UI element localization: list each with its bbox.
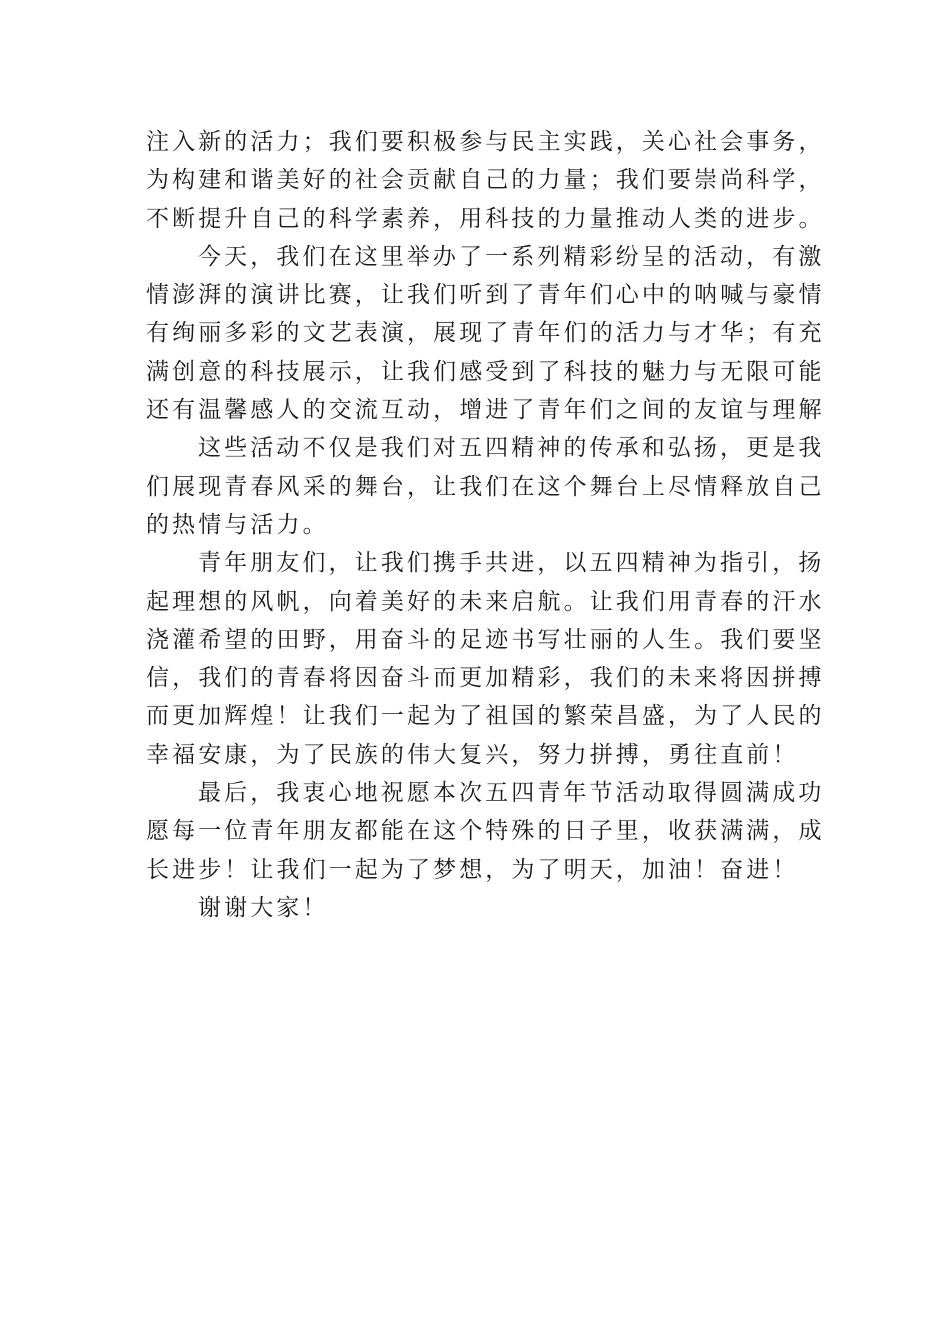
text-line: 注入新的活力；我们要积极参与民主实践，关心社会事务， <box>146 129 825 155</box>
text-line: 长进步！让我们一起为了梦想，为了明天，加油！奋进！ <box>146 856 799 883</box>
text-line: 起理想的风帆，向着美好的未来启航。让我们用青春的汗水 <box>146 588 825 615</box>
paragraph-first-line: 青年朋友们，让我们携手共进，以五四精神为指引，扬 <box>198 550 825 577</box>
closing-line: 谢谢大家！ <box>198 894 329 921</box>
text-line: 还有温馨感人的交流互动，增进了青年们之间的友谊与理解 <box>146 397 825 424</box>
text-line: 为构建和谐美好的社会贡献自己的力量；我们要崇尚科学， <box>146 167 825 194</box>
paragraph-first-line: 最后，我衷心地祝愿本次五四青年节活动取得圆满成功 <box>198 780 825 807</box>
text-line: 不断提升自己的科学素养，用科技的力量推动人类的进步。 <box>146 205 825 232</box>
text-line: 有绚丽多彩的文艺表演，展现了青年们的活力与才华；有充 <box>146 320 825 347</box>
text-line: 信，我们的青春将因奋斗而更加精彩，我们的未来将因拼搏 <box>146 665 825 692</box>
text-line: 而更加辉煌！让我们一起为了祖国的繁荣昌盛，为了人民的 <box>146 703 825 730</box>
text-line: 幸福安康，为了民族的伟大复兴，努力拼搏，勇往直前！ <box>146 741 799 768</box>
paragraph-first-line: 这些活动不仅是我们对五四精神的传承和弘扬，更是我 <box>198 435 825 462</box>
text-line: 满创意的科技展示，让我们感受到了科技的魅力与无限可能 <box>146 358 825 385</box>
text-line: 们展现青春风采的舞台，让我们在这个舞台上尽情释放自己 <box>146 473 825 500</box>
paragraph-first-line: 今天，我们在这里举办了一系列精彩纷呈的活动，有激 <box>198 243 825 270</box>
text-line: 愿每一位青年朋友都能在这个特殊的日子里，收获满满，成 <box>146 818 825 845</box>
body-text <box>146 123 826 927</box>
text-line: 浇灌希望的田野，用奋斗的足迹书写壮丽的人生。我们要坚 <box>146 626 825 653</box>
text-line: 的热情与活力。 <box>146 511 329 538</box>
text-line: 情澎湃的演讲比赛，让我们听到了青年们心中的呐喊与豪情 <box>146 282 825 309</box>
